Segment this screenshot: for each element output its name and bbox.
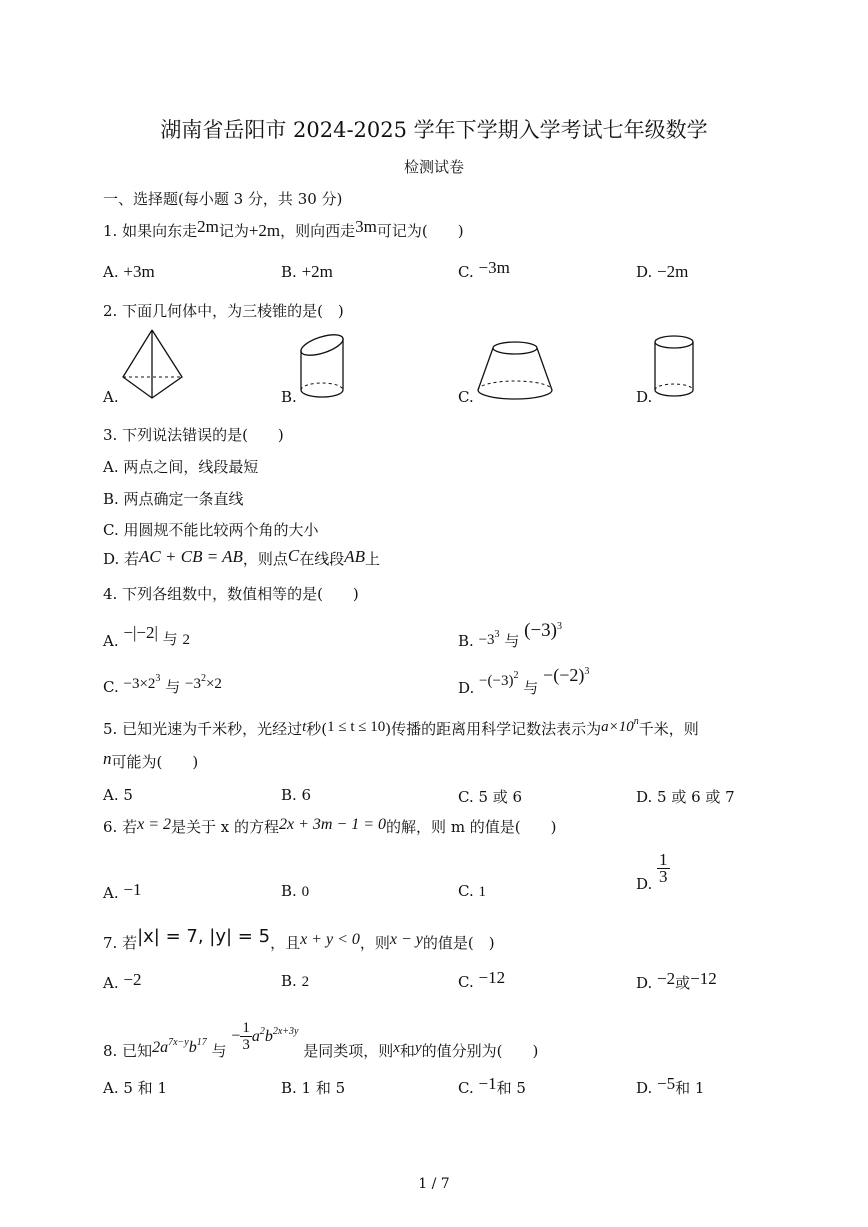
q5-option-b: B. 6 xyxy=(281,786,312,804)
q1-option-b: B. +2m xyxy=(281,262,333,281)
question-8: 8. 已知$2a^{7x-y}b^{17}$ 与 − $\frac{1}{3}$ $a^2b^{2x+3y}$ 是同类项，则x和y的值分别为( ) xyxy=(103,1020,539,1060)
q6-option-a: A. −1 xyxy=(103,880,142,902)
q5-option-d: D. 5 或 6 或 7 xyxy=(636,788,735,806)
q8-option-b: B. 1 和 5 xyxy=(281,1079,346,1097)
q7-option-b: B. 2 xyxy=(281,972,310,990)
question-2: 2. 下面几何体中，为三棱锥的是( ) xyxy=(103,302,344,320)
q1-stem-c: ，则向西走 xyxy=(280,222,356,240)
q5-option-a: A. 5 xyxy=(103,786,133,804)
question-1 xyxy=(103,217,464,241)
q4-option-b: B. $-3^3$ 与 $(-3)^3$ xyxy=(458,620,562,650)
q6-option-c: C. 1 xyxy=(458,882,486,900)
q7-option-c: C. −12 xyxy=(458,968,506,991)
q1-value-1: 2m xyxy=(197,217,219,236)
q1-option-d: D. −2m xyxy=(636,262,689,281)
q8-option-c: C. −1和 5 xyxy=(458,1074,526,1097)
slanted-cylinder-figure xyxy=(298,328,348,404)
q8-option-a: A. 5 和 1 xyxy=(103,1079,167,1097)
section-heading: 一、选择题(每小题 3 分，共 30 分) xyxy=(103,190,343,208)
q7-option-a: A. −2 xyxy=(103,970,142,992)
question-7: 7. 若|x| = 7, |y| = 5，且x + y < 0，则x − y的值是( ) xyxy=(103,926,495,952)
q7-option-d: D. −2或−12 xyxy=(636,969,717,992)
q4-option-d: D. $-(-3)^2$ 与 $-(-2)^3$ xyxy=(458,665,590,697)
q1-value-2: +2m xyxy=(248,221,281,240)
q3-option-b: B. 两点确定一条直线 xyxy=(103,490,244,508)
q1-option-a: A. +3m xyxy=(103,262,155,281)
q4-option-a: A. −|−2| 与 2 xyxy=(103,623,190,650)
q5-line-2: n可能为( ) xyxy=(103,749,199,771)
q1-stem-d: 可记为( ) xyxy=(376,222,464,240)
q1-stem-a: 1. 如果向东走 xyxy=(103,222,198,240)
question-4: 4. 下列各组数中，数值相等的是( ) xyxy=(103,585,359,603)
q3-option-c: C. 用圆规不能比较两个角的大小 xyxy=(103,521,319,539)
q1-value-3: 3m xyxy=(355,217,377,236)
question-3: 3. 下列说法错误的是( ) xyxy=(103,426,284,444)
question-6: 6. 若x = 2是关于 x 的方程2x + 3m − 1 = 0的解，则 m 的值是( ) xyxy=(103,816,557,836)
q3-option-d: D. 若AC + CB = AB，则点C在线段AB上 xyxy=(103,546,381,568)
q5-option-c: C. 5 或 6 xyxy=(458,788,523,806)
q4-option-c: C. $-3\times 2^3$ 与 $-3^2\times 2$ xyxy=(103,673,222,696)
q2-option-a-label: A. xyxy=(103,388,119,406)
document-title: 湖南省岳阳市 2024-2025 学年下学期入学考试七年级数学 xyxy=(160,118,708,142)
q3-option-a: A. 两点之间，线段最短 xyxy=(103,458,259,476)
q6-option-b: B. 0 xyxy=(281,882,310,900)
q1-option-c: C. −3m xyxy=(458,258,510,281)
triangular-pyramid-figure xyxy=(120,325,186,405)
q2-option-d-label: D. xyxy=(636,388,653,406)
q2-option-c-label: C. xyxy=(458,388,474,406)
document-subtitle: 检测试卷 xyxy=(403,158,464,176)
q8-option-d: D. −5和 1 xyxy=(636,1074,705,1097)
q1-stem-b: 记为 xyxy=(218,222,249,240)
q6-option-d: D. $\frac{1}{3}$ xyxy=(636,850,668,893)
frustum-figure xyxy=(474,338,556,404)
question-5: 5. 已知光速为千米秒，光经过t秒(1 ≤ t ≤ 10)传播的距离用科学记数法表示为$a\times 10^n$千米，则 xyxy=(103,716,699,738)
q2-option-b-label: B. xyxy=(281,388,297,406)
page-number: 1 / 7 xyxy=(418,1176,450,1192)
cylinder-figure xyxy=(652,332,696,404)
